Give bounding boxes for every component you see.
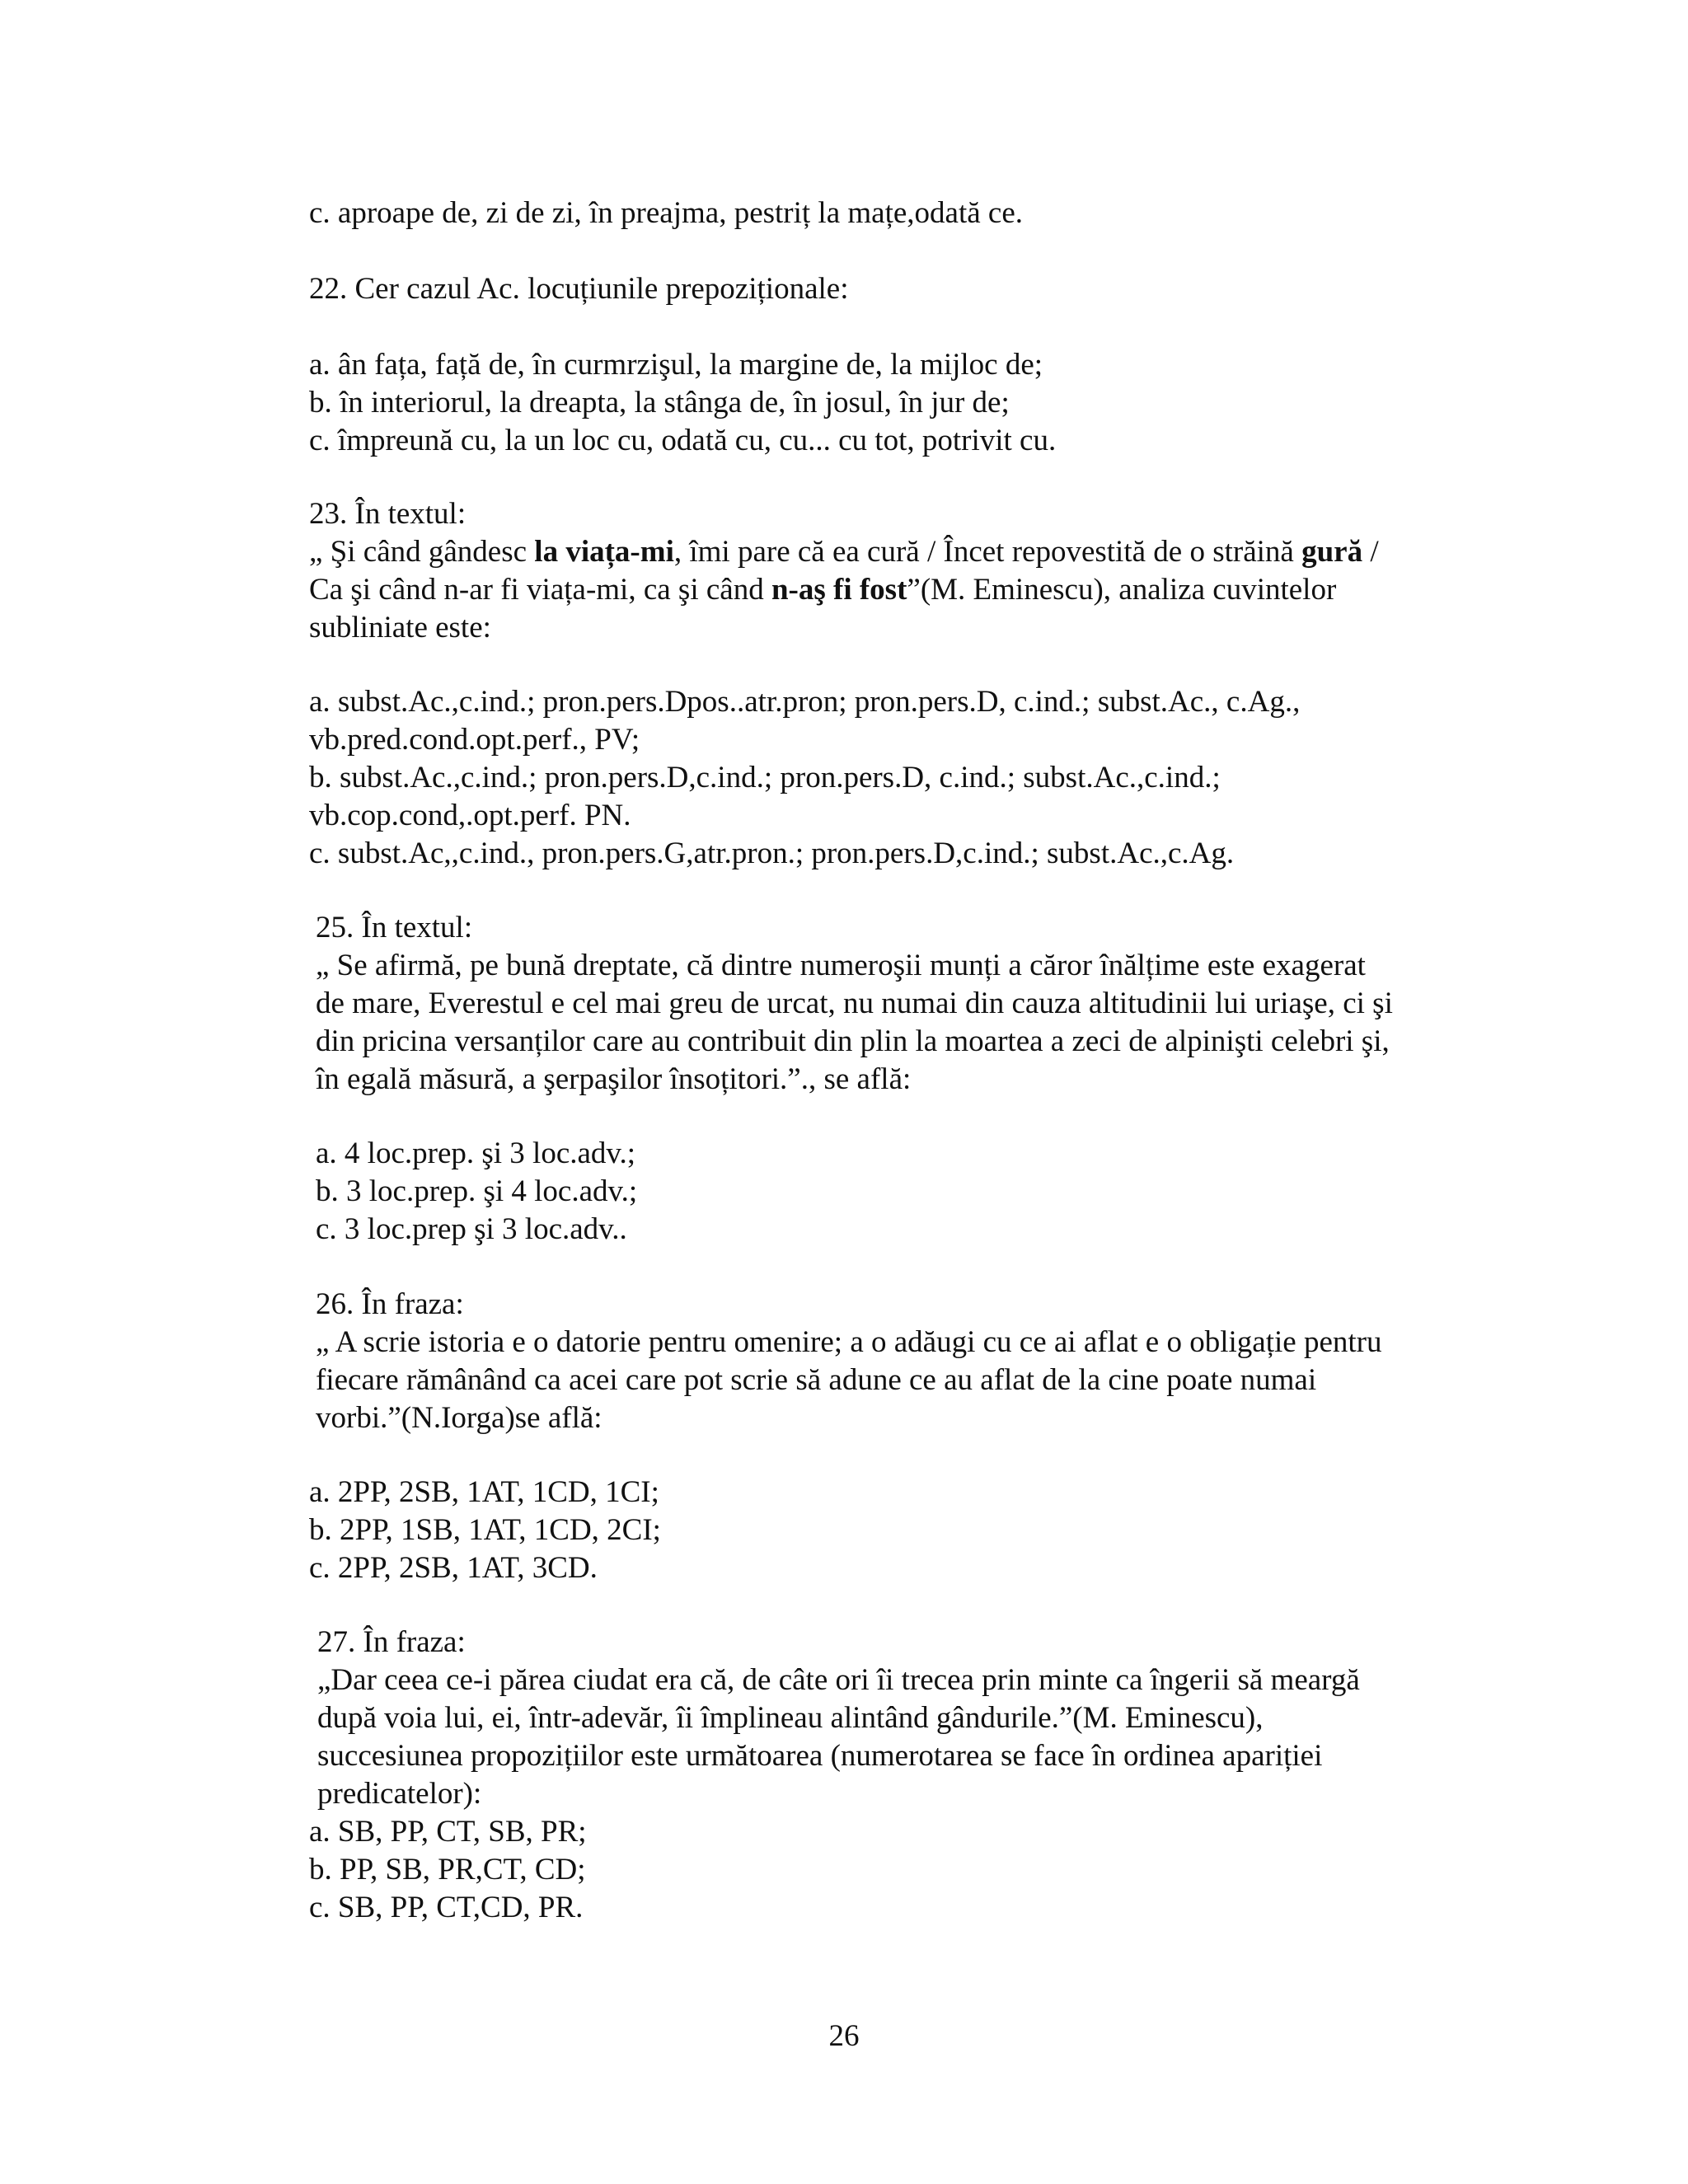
text-line: [309, 270, 848, 308]
text-segment: fiecare rămânând ca acei care pot scrie să adune ce au aflat de la cine poate numai: [316, 1363, 1317, 1397]
page-number: 26: [828, 2019, 860, 2053]
text-segment: ”(M. Eminescu), analiza cuvintelor: [907, 573, 1337, 607]
text-line: [316, 1361, 1316, 1399]
text-line: [316, 1173, 637, 1211]
text-line: [309, 346, 1043, 384]
bold-text-segment: gură: [1301, 535, 1363, 569]
text-line: [316, 1135, 635, 1173]
text-line: [309, 609, 491, 647]
text-line: [309, 759, 1221, 797]
text-segment: vb.pred.cond.opt.perf., PV;: [309, 723, 640, 757]
text-line: [316, 985, 1393, 1023]
text-line: [309, 835, 1234, 873]
text-line: [309, 1851, 586, 1889]
text-segment: 22. Cer cazul Ac. locuțiunile prepoziționale:: [309, 272, 849, 306]
text-line: [309, 1474, 659, 1511]
text-segment: b. 3 loc.prep. şi 4 loc.adv.;: [316, 1174, 638, 1208]
text-line: [309, 1511, 661, 1549]
text-segment: a. ân fața, față de, în curmrzişul, la margine de, la mijloc de;: [309, 348, 1043, 382]
text-line: [309, 1813, 587, 1851]
text-segment: a. 2PP, 2SB, 1AT, 1CD, 1CI;: [309, 1475, 659, 1509]
text-line: [317, 1737, 1322, 1775]
text-segment: Ca şi când n-ar fi viața-mi, ca şi când: [309, 573, 771, 607]
text-segment: b. PP, SB, PR,CT, CD;: [309, 1853, 586, 1886]
text-segment: subliniate este:: [309, 611, 491, 644]
text-segment: vorbi.”(N.Iorga)se află:: [316, 1401, 603, 1435]
text-line: [309, 422, 1056, 460]
text-line: [309, 721, 640, 759]
text-line: [317, 1775, 481, 1813]
text-line: [317, 1624, 466, 1661]
text-segment: succesiunea propozițiilor este următoarea (numerotarea se face în ordinea apariției: [317, 1739, 1323, 1773]
text-segment: 23. În textul:: [309, 497, 467, 531]
text-line: [309, 1549, 598, 1587]
text-segment: a. 4 loc.prep. şi 3 loc.adv.;: [316, 1137, 636, 1170]
text-line: [309, 495, 466, 533]
text-line: [309, 797, 631, 835]
text-segment: din pricina versanților care au contribuit din plin la moartea a zeci de alpinişti celebri şi,: [316, 1024, 1390, 1058]
text-line: [309, 571, 1336, 609]
text-segment: „ Se afirmă, pe bună dreptate, că dintre numeroşii munți a căror înălțime este exagerat: [316, 949, 1366, 982]
text-line: [316, 1399, 603, 1437]
text-line: [309, 1889, 583, 1927]
text-segment: vb.cop.cond,.opt.perf. PN.: [309, 799, 631, 832]
text-line: [309, 533, 1379, 571]
text-segment: b. subst.Ac.,c.ind.; pron.pers.D,c.ind.; pron.pers.D, c.ind.; subst.Ac.,c.ind.;: [309, 761, 1221, 794]
text-segment: „ A scrie istoria e o datorie pentru omenire; a o adăugi cu ce ai aflat e o obligație pentru: [316, 1325, 1382, 1359]
text-segment: 27. În fraza:: [317, 1625, 466, 1659]
text-segment: „ Şi când gândesc: [309, 535, 535, 569]
text-segment: c. 2PP, 2SB, 1AT, 3CD.: [309, 1551, 598, 1585]
text-segment: /: [1362, 535, 1379, 569]
text-segment: , îmi pare că ea cură / Încet repovestită de o străină: [673, 535, 1302, 569]
text-segment: c. aproape de, zi de zi, în preajma, pestriț la mațe,odată ce.: [309, 196, 1023, 230]
text-line: [316, 1061, 911, 1099]
bold-text-segment: n-aş fi fost: [771, 573, 907, 607]
text-segment: a. subst.Ac.,c.ind.; pron.pers.Dpos..atr.pron; pron.pers.D, c.ind.; subst.Ac., c.Ag.,: [309, 685, 1301, 719]
text-line: [317, 1699, 1264, 1737]
text-segment: b. 2PP, 1SB, 1AT, 1CD, 2CI;: [309, 1513, 661, 1547]
text-segment: b. în interiorul, la dreapta, la stânga de, în josul, în jur de;: [309, 386, 1010, 419]
text-line: [316, 1286, 464, 1324]
text-segment: c. subst.Ac,,c.ind., pron.pers.G,atr.pron.; pron.pers.D,c.ind.; subst.Ac.,c.Ag.: [309, 837, 1235, 870]
text-line: [316, 1023, 1390, 1061]
text-line: [316, 1324, 1381, 1361]
text-segment: după voia lui, ei, într-adevăr, îi împlineau alintând gândurile.”(M. Eminescu),: [317, 1701, 1264, 1735]
text-segment: predicatelor):: [317, 1777, 482, 1811]
text-segment: „Dar ceea ce-i părea ciudat era că, de câte ori îi trecea prin minte ca îngerii să meargă: [317, 1663, 1360, 1697]
text-segment: c. 3 loc.prep şi 3 loc.adv..: [316, 1212, 627, 1246]
text-segment: c. împreună cu, la un loc cu, odată cu, cu... cu tot, potrivit cu.: [309, 424, 1057, 457]
text-segment: de mare, Everestul e cel mai greu de urcat, nu numai din cauza altitudinii lui uriaşe, ci şi: [316, 987, 1393, 1020]
text-segment: în egală măsură, a şerpaşilor însoțitori.”., se află:: [316, 1062, 912, 1096]
text-line: [309, 194, 1023, 232]
text-segment: 25. În textul:: [316, 911, 473, 944]
text-line: [309, 384, 1010, 422]
text-line: [317, 1661, 1360, 1699]
text-line: [316, 947, 1366, 985]
text-line: [316, 1211, 627, 1249]
text-line: [309, 683, 1300, 721]
text-line: [316, 909, 472, 947]
text-segment: a. SB, PP, CT, SB, PR;: [309, 1815, 587, 1849]
text-segment: 26. În fraza:: [316, 1287, 464, 1321]
bold-text-segment: la viața-mi: [534, 535, 674, 569]
text-segment: c. SB, PP, CT,CD, PR.: [309, 1891, 584, 1924]
